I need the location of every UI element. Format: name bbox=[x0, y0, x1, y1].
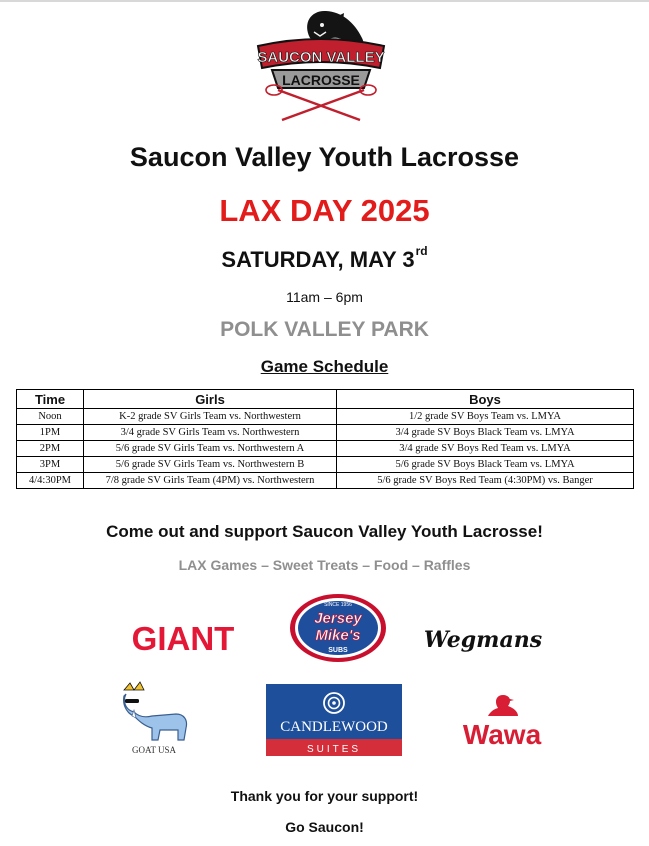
jersey-mikes-line1: Jersey bbox=[314, 610, 362, 627]
time-cell: 4/4:30PM bbox=[17, 473, 84, 489]
column-header-boys: Boys bbox=[337, 390, 634, 409]
boys-game-cell: 3/4 grade SV Boys Red Team vs. LMYA bbox=[337, 441, 634, 457]
boys-game-cell: 1/2 grade SV Boys Team vs. LMYA bbox=[337, 409, 634, 425]
wawa-logo-text: Wawa bbox=[462, 719, 542, 750]
activities-line: LAX Games – Sweet Treats – Food – Raffles bbox=[178, 557, 471, 573]
jersey-mikes-subs: SUBS bbox=[328, 647, 348, 654]
candlewood-suites-text: SUITES bbox=[306, 744, 362, 755]
girls-game-cell: 5/6 grade SV Girls Team vs. Northwestern A bbox=[84, 441, 337, 457]
candlewood-suites-logo bbox=[266, 684, 402, 756]
event-date-suffix: rd bbox=[415, 244, 428, 258]
thank-you-message: Thank you for your support! bbox=[230, 788, 419, 804]
wegmans-logo bbox=[422, 618, 544, 662]
goose-icon bbox=[488, 695, 518, 716]
table-row bbox=[17, 457, 634, 473]
giant-logo bbox=[112, 616, 254, 660]
closing-message: Go Saucon! bbox=[285, 819, 364, 835]
column-header-time: Time bbox=[17, 390, 84, 409]
table-row bbox=[17, 473, 634, 489]
time-cell: Noon bbox=[17, 409, 84, 425]
boys-game-cell: 5/6 grade SV Boys Red Team (4:30PM) vs. Banger bbox=[337, 473, 634, 489]
goat-usa-logo bbox=[112, 680, 196, 758]
schedule-heading: Game Schedule bbox=[260, 357, 389, 376]
boys-game-cell: 5/6 grade SV Boys Black Team vs. LMYA bbox=[337, 457, 634, 473]
girls-game-cell: 3/4 grade SV Girls Team vs. Northwestern bbox=[84, 425, 337, 441]
time-cell: 3PM bbox=[17, 457, 84, 473]
girls-game-cell: 7/8 grade SV Girls Team (4PM) vs. Northwestern bbox=[84, 473, 337, 489]
event-title: LAX DAY 2025 bbox=[219, 193, 430, 228]
girls-game-cell: K-2 grade SV Girls Team vs. Northwestern bbox=[84, 409, 337, 425]
wegmans-logo-text: Wegmans bbox=[423, 627, 543, 653]
event-date bbox=[0, 244, 649, 273]
logo-bottom-text: LACROSSE bbox=[282, 72, 360, 88]
crossed-sticks-icon bbox=[266, 85, 376, 120]
time-cell: 1PM bbox=[17, 425, 84, 441]
jersey-mikes-line2: Mike's bbox=[315, 627, 361, 644]
table-header-row bbox=[17, 390, 634, 409]
goat-usa-text: GOAT USA bbox=[131, 745, 177, 755]
jersey-mikes-since: SINCE 1956 bbox=[324, 602, 352, 608]
time-cell: 2PM bbox=[17, 441, 84, 457]
event-date-main: SATURDAY, MAY 3 bbox=[221, 247, 415, 272]
table-row bbox=[17, 441, 634, 457]
table-row bbox=[17, 425, 634, 441]
game-schedule-table bbox=[16, 389, 634, 489]
event-hours: 11am – 6pm bbox=[286, 289, 363, 305]
organization-title: Saucon Valley Youth Lacrosse bbox=[129, 142, 520, 172]
logo-top-text: SAUCON VALLEY bbox=[257, 49, 385, 66]
boys-game-cell: 3/4 grade SV Boys Black Team vs. LMYA bbox=[337, 425, 634, 441]
wawa-logo bbox=[444, 692, 560, 750]
top-border-line bbox=[0, 0, 649, 2]
column-header-girls: Girls bbox=[84, 390, 337, 409]
table-row bbox=[17, 409, 634, 425]
support-message: Come out and support Saucon Valley Youth Lacrosse! bbox=[106, 522, 543, 541]
event-location: POLK VALLEY PARK bbox=[220, 318, 429, 341]
jersey-mikes-logo bbox=[288, 592, 388, 664]
girls-game-cell: 5/6 grade SV Girls Team vs. Northwestern B bbox=[84, 457, 337, 473]
candlewood-name-text: CANDLEWOOD bbox=[280, 719, 388, 735]
saucon-valley-lacrosse-logo bbox=[250, 8, 392, 126]
goat-icon bbox=[124, 682, 187, 740]
giant-logo-text: GIANT bbox=[131, 620, 235, 657]
